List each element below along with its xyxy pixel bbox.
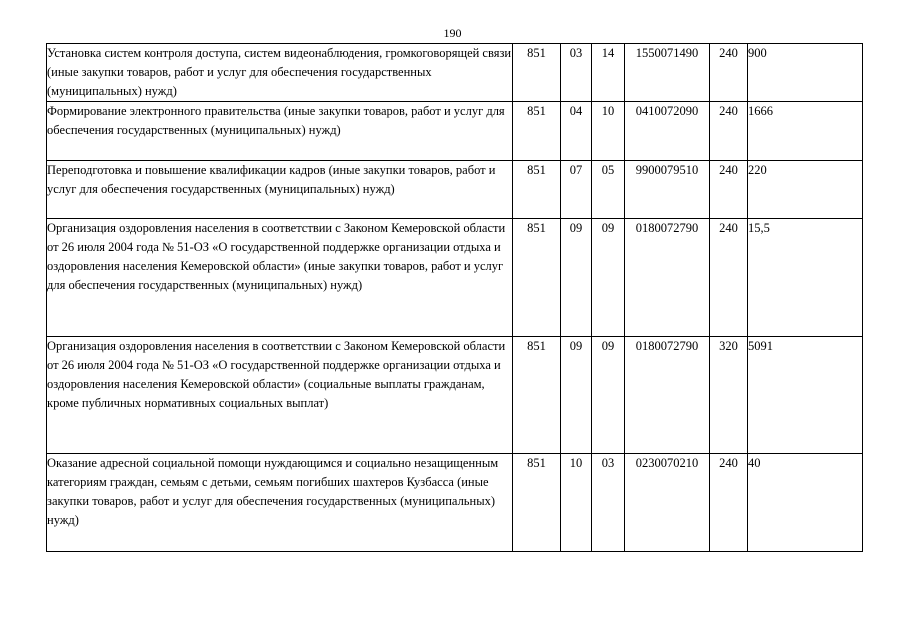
target-article-code: 0230070210 [625, 454, 710, 552]
expense-type-code: 240 [710, 219, 748, 337]
subsection-code: 09 [592, 219, 625, 337]
subsection-code: 03 [592, 454, 625, 552]
section-code: 07 [561, 161, 592, 219]
ministry-code: 851 [513, 44, 561, 102]
expense-type-code: 320 [710, 337, 748, 454]
page-number: 190 [443, 26, 462, 40]
target-article-code: 9900079510 [625, 161, 710, 219]
row-description: Организация оздоровления населения в соответствии с Законом Кемеровской области от 26 июля 2004 года № 51-ОЗ «О государственной поддержке организации отдыха и оздоровления населения Кемеровской области» (социальные выплаты гражданам, кроме публичных нормативных социальных выплат) [47, 337, 513, 454]
target-article-code: 0410072090 [625, 102, 710, 161]
table-row [47, 161, 863, 219]
amount: 40 [748, 454, 863, 552]
table-row [47, 337, 863, 454]
subsection-code: 09 [592, 337, 625, 454]
subsection-code: 10 [592, 102, 625, 161]
section-code: 03 [561, 44, 592, 102]
amount: 15,5 [748, 219, 863, 337]
subsection-code: 05 [592, 161, 625, 219]
expense-type-code: 240 [710, 454, 748, 552]
row-description: Установка систем контроля доступа, систем видеонаблюдения, громкоговорящей связи (иные закупки товаров, работ и услуг для обеспечения государственных (муниципальных) нужд) [47, 44, 513, 102]
target-article-code: 0180072790 [625, 337, 710, 454]
amount: 220 [748, 161, 863, 219]
row-description: Организация оздоровления населения в соответствии с Законом Кемеровской области от 26 июля 2004 года № 51-ОЗ «О государственной поддержке организации отдыха и оздоровления населения Кемеровской области» (иные закупки товаров, работ и услуг для обеспечения государственных (муниципальных) нужд) [47, 219, 513, 337]
expense-type-code: 240 [710, 44, 748, 102]
ministry-code: 851 [513, 337, 561, 454]
row-description: Формирование электронного правительства (иные закупки товаров, работ и услуг для обеспечения государственных (муниципальных) нужд) [47, 102, 513, 161]
table-row [47, 44, 863, 102]
table-row [47, 102, 863, 161]
target-article-code: 0180072790 [625, 219, 710, 337]
row-description: Оказание адресной социальной помощи нуждающимся и социально незащищенным категориям граждан, семьям с детьми, семьям погибших шахтеров Кузбасса (иные закупки товаров, работ и услуг для обеспечения государственных (муниципальных) нужд) [47, 454, 513, 552]
ministry-code: 851 [513, 102, 561, 161]
amount: 1666 [748, 102, 863, 161]
expense-type-code: 240 [710, 102, 748, 161]
table-row [47, 454, 863, 552]
ministry-code: 851 [513, 161, 561, 219]
target-article-code: 1550071490 [625, 44, 710, 102]
row-description: Переподготовка и повышение квалификации кадров (иные закупки товаров, работ и услуг для обеспечения государственных (муниципальных) нужд) [47, 161, 513, 219]
expense-type-code: 240 [710, 161, 748, 219]
section-code: 10 [561, 454, 592, 552]
table-row [47, 219, 863, 337]
amount: 5091 [748, 337, 863, 454]
section-code: 09 [561, 337, 592, 454]
section-code: 09 [561, 219, 592, 337]
budget-table [46, 43, 863, 552]
subsection-code: 14 [592, 44, 625, 102]
amount: 900 [748, 44, 863, 102]
section-code: 04 [561, 102, 592, 161]
ministry-code: 851 [513, 454, 561, 552]
ministry-code: 851 [513, 219, 561, 337]
